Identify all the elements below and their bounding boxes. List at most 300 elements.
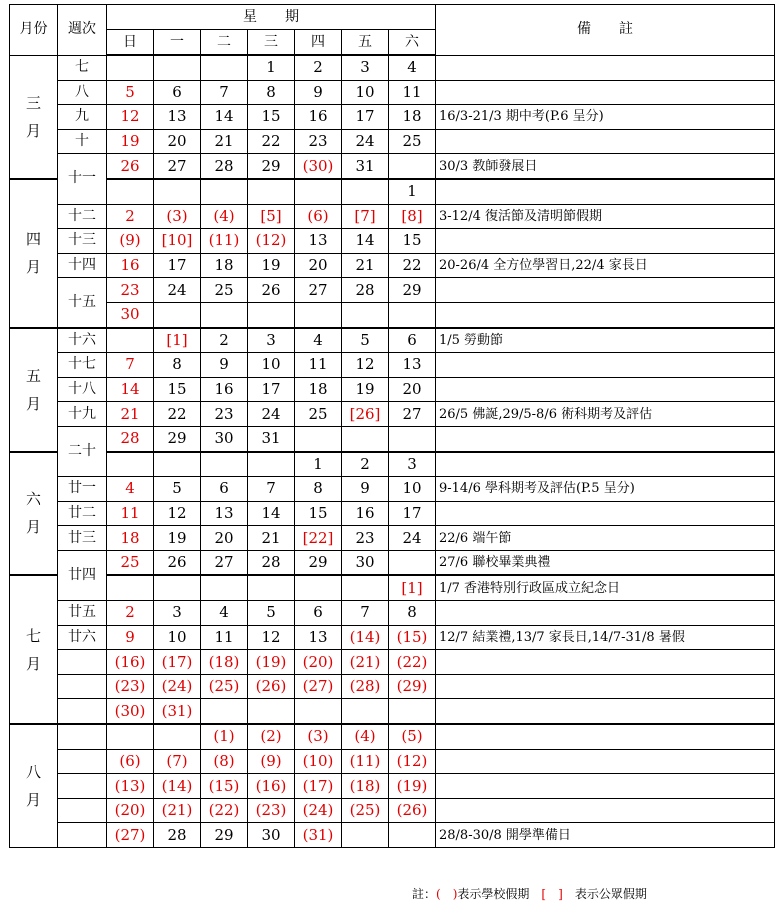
week-cell (58, 774, 107, 799)
date-cell: (16) (248, 774, 295, 799)
date-cell: 1 (389, 179, 436, 204)
date-cell: 21 (342, 253, 389, 278)
calendar-row (10, 501, 775, 526)
week-cell: 廿六 (58, 625, 107, 650)
remark-cell (436, 278, 775, 303)
remark-cell: 9-14/6 學科期考及評估(P.5 呈分) (436, 477, 775, 502)
week-cell: 十三 (58, 229, 107, 254)
date-cell: (20) (107, 798, 154, 823)
date-cell: 8 (295, 477, 342, 502)
date-cell: (25) (201, 674, 248, 699)
date-cell: 2 (107, 204, 154, 229)
calendar-row (10, 253, 775, 278)
date-cell: 14 (248, 501, 295, 526)
date-cell: 7 (107, 353, 154, 378)
remark-cell (436, 452, 775, 477)
date-cell: 23 (342, 526, 389, 551)
date-cell: (25) (342, 798, 389, 823)
calendar-row (10, 55, 775, 80)
date-cell: 14 (107, 377, 154, 402)
date-cell (389, 699, 436, 724)
date-cell (201, 699, 248, 724)
date-cell: (11) (342, 749, 389, 774)
date-cell: 25 (295, 402, 342, 427)
date-cell (248, 699, 295, 724)
remark-cell: 1/7 香港特別行政區成立紀念日 (436, 575, 775, 600)
date-cell: 12 (154, 501, 201, 526)
date-cell: 10 (248, 353, 295, 378)
date-cell: (23) (107, 674, 154, 699)
date-cell (248, 179, 295, 204)
date-cell: [10] (154, 229, 201, 254)
remark-cell (436, 774, 775, 799)
date-cell: (14) (154, 774, 201, 799)
remark-cell (436, 129, 775, 154)
date-cell: (13) (107, 774, 154, 799)
remark-cell (436, 377, 775, 402)
date-cell: (18) (201, 650, 248, 675)
date-cell: (5) (389, 724, 436, 749)
date-cell: 20 (389, 377, 436, 402)
school-calendar-table (9, 4, 775, 848)
date-cell (389, 302, 436, 327)
month-cell (10, 328, 58, 452)
calendar-row (10, 650, 775, 675)
date-cell: 16 (342, 501, 389, 526)
date-cell (107, 179, 154, 204)
date-cell: 22 (248, 129, 295, 154)
date-cell: (26) (389, 798, 436, 823)
remark-cell (436, 302, 775, 327)
date-cell: 15 (154, 377, 201, 402)
date-cell: 20 (295, 253, 342, 278)
date-cell: 14 (201, 105, 248, 130)
date-cell: (6) (107, 749, 154, 774)
date-cell: 13 (295, 625, 342, 650)
date-cell: (8) (201, 749, 248, 774)
week-cell: 二十 (58, 426, 107, 476)
date-cell: 21 (248, 526, 295, 551)
week-cell (58, 674, 107, 699)
date-cell: (3) (154, 204, 201, 229)
date-cell: 14 (342, 229, 389, 254)
date-cell: 26 (154, 550, 201, 575)
date-cell: 29 (154, 426, 201, 451)
date-cell: 7 (248, 477, 295, 502)
date-cell: (27) (295, 674, 342, 699)
remark-cell (436, 353, 775, 378)
date-cell: 20 (201, 526, 248, 551)
calendar-row (10, 105, 775, 130)
weekday-header: 六 (389, 30, 436, 56)
date-cell: 12 (248, 625, 295, 650)
date-cell: 16 (295, 105, 342, 130)
week-cell: 十八 (58, 377, 107, 402)
remark-cell (436, 699, 775, 724)
date-cell: 28 (248, 550, 295, 575)
date-cell: 7 (342, 601, 389, 626)
remark-cell (436, 426, 775, 451)
date-cell: 11 (107, 501, 154, 526)
remark-cell (436, 80, 775, 105)
date-cell: 26 (107, 154, 154, 179)
remark-cell: 22/6 端午節 (436, 526, 775, 551)
week-cell: 廿二 (58, 501, 107, 526)
date-cell: 3 (248, 328, 295, 353)
date-cell: [26] (342, 402, 389, 427)
date-cell (201, 55, 248, 80)
date-cell: (30) (295, 154, 342, 179)
date-cell: 18 (295, 377, 342, 402)
date-cell: 5 (248, 601, 295, 626)
date-cell (201, 575, 248, 600)
calendar-row (10, 625, 775, 650)
date-cell: 3 (154, 601, 201, 626)
remark-cell (436, 749, 775, 774)
week-cell: 八 (58, 80, 107, 105)
date-cell (342, 823, 389, 848)
calendar-row (10, 452, 775, 477)
remark-cell (436, 55, 775, 80)
date-cell: (2) (248, 724, 295, 749)
date-cell: (20) (295, 650, 342, 675)
school-holiday-symbol: ( ) (436, 887, 458, 901)
date-cell: (1) (201, 724, 248, 749)
date-cell: (9) (107, 229, 154, 254)
week-cell (58, 749, 107, 774)
week-cell: 九 (58, 105, 107, 130)
remark-cell (436, 501, 775, 526)
date-cell: 7 (201, 80, 248, 105)
month-cell (10, 179, 58, 328)
date-cell: (24) (295, 798, 342, 823)
weekday-header: 四 (295, 30, 342, 56)
date-cell (201, 302, 248, 327)
week-cell: 十五 (58, 278, 107, 328)
calendar-row (10, 601, 775, 626)
month-header: 月份 (10, 5, 58, 56)
date-cell (154, 302, 201, 327)
date-cell (248, 452, 295, 477)
date-cell: 2 (342, 452, 389, 477)
date-cell (154, 55, 201, 80)
date-cell: 21 (107, 402, 154, 427)
date-cell: 8 (389, 601, 436, 626)
legend-prefix: 註： (412, 887, 437, 901)
weekday-group-header: 星 期 (107, 5, 436, 30)
date-cell: 4 (201, 601, 248, 626)
month-label: 八月 (26, 763, 42, 810)
date-cell: 2 (107, 601, 154, 626)
date-cell: 6 (295, 601, 342, 626)
date-cell: 9 (107, 625, 154, 650)
weekday-header: 五 (342, 30, 389, 56)
date-cell: 29 (295, 550, 342, 575)
date-cell: 25 (389, 129, 436, 154)
calendar-row (10, 179, 775, 204)
week-cell: 十九 (58, 402, 107, 427)
date-cell (107, 452, 154, 477)
date-cell: (23) (248, 798, 295, 823)
week-cell: 十七 (58, 353, 107, 378)
date-cell: (26) (248, 674, 295, 699)
date-cell: 25 (201, 278, 248, 303)
date-cell: 28 (107, 426, 154, 451)
remark-cell (436, 179, 775, 204)
date-cell: (4) (201, 204, 248, 229)
date-cell: (12) (389, 749, 436, 774)
date-cell: (22) (201, 798, 248, 823)
date-cell: (22) (389, 650, 436, 675)
date-cell: [1] (389, 575, 436, 600)
date-cell: 31 (248, 426, 295, 451)
date-cell: 1 (248, 55, 295, 80)
date-cell: 9 (201, 353, 248, 378)
date-cell: (30) (107, 699, 154, 724)
week-cell: 廿四 (58, 550, 107, 600)
month-cell (10, 724, 58, 847)
date-cell (107, 724, 154, 749)
date-cell: (16) (107, 650, 154, 675)
date-cell (107, 328, 154, 353)
date-cell (201, 452, 248, 477)
date-cell: 19 (248, 253, 295, 278)
date-cell: 17 (248, 377, 295, 402)
remark-cell: 16/3-21/3 期中考(P.6 呈分) (436, 105, 775, 130)
date-cell: 28 (154, 823, 201, 848)
date-cell: (12) (248, 229, 295, 254)
date-cell: [8] (389, 204, 436, 229)
calendar-row (10, 774, 775, 799)
date-cell: 24 (154, 278, 201, 303)
date-cell: 5 (107, 80, 154, 105)
date-cell: 10 (389, 477, 436, 502)
calendar-row (10, 526, 775, 551)
remark-cell: 20-26/4 全方位學習日,22/4 家長日 (436, 253, 775, 278)
week-cell: 十一 (58, 154, 107, 204)
date-cell: (28) (342, 674, 389, 699)
date-cell (342, 575, 389, 600)
date-cell (342, 302, 389, 327)
date-cell: (21) (342, 650, 389, 675)
week-cell: 廿三 (58, 526, 107, 551)
month-label: 五月 (26, 366, 42, 413)
date-cell: (15) (201, 774, 248, 799)
date-cell: 13 (295, 229, 342, 254)
date-cell: [22] (295, 526, 342, 551)
date-cell: (6) (295, 204, 342, 229)
date-cell: (31) (295, 823, 342, 848)
remark-cell (436, 229, 775, 254)
calendar-row (10, 749, 775, 774)
calendar-row (10, 328, 775, 353)
date-cell: 22 (389, 253, 436, 278)
remark-cell (436, 601, 775, 626)
remarks-header: 備 註 (436, 5, 775, 56)
remark-cell (436, 650, 775, 675)
date-cell: [7] (342, 204, 389, 229)
date-cell: 17 (389, 501, 436, 526)
calendar-row (10, 229, 775, 254)
weekday-header: 三 (248, 30, 295, 56)
date-cell: 10 (154, 625, 201, 650)
week-cell (58, 798, 107, 823)
date-cell: (18) (342, 774, 389, 799)
date-cell: 28 (201, 154, 248, 179)
school-holiday-text: 表示學校假期 (457, 887, 530, 901)
date-cell: 17 (342, 105, 389, 130)
month-label: 六月 (26, 490, 42, 537)
date-cell: (31) (154, 699, 201, 724)
date-cell: 19 (107, 129, 154, 154)
calendar-row (10, 724, 775, 749)
remark-cell: 3-12/4 復活節及清明節假期 (436, 204, 775, 229)
date-cell: 25 (107, 550, 154, 575)
public-holiday-symbol: [ ] (541, 887, 563, 901)
date-cell: 27 (201, 550, 248, 575)
date-cell: (21) (154, 798, 201, 823)
date-cell: (17) (295, 774, 342, 799)
date-cell: 28 (342, 278, 389, 303)
week-cell (58, 823, 107, 848)
date-cell: 9 (295, 80, 342, 105)
date-cell: 8 (248, 80, 295, 105)
date-cell: 3 (342, 55, 389, 80)
date-cell (107, 55, 154, 80)
date-cell: 16 (107, 253, 154, 278)
week-cell (58, 724, 107, 749)
legend (412, 885, 647, 902)
date-cell: 8 (154, 353, 201, 378)
month-cell (10, 55, 58, 179)
calendar-row (10, 575, 775, 600)
date-cell: 4 (295, 328, 342, 353)
remark-cell: 1/5 勞動節 (436, 328, 775, 353)
date-cell: 29 (389, 278, 436, 303)
date-cell: (24) (154, 674, 201, 699)
date-cell: 27 (389, 402, 436, 427)
remark-cell: 26/5 佛誕,29/5-8/6 術科期考及評估 (436, 402, 775, 427)
date-cell: 9 (342, 477, 389, 502)
date-cell (295, 302, 342, 327)
date-cell: 24 (248, 402, 295, 427)
date-cell: [1] (154, 328, 201, 353)
week-cell: 廿五 (58, 601, 107, 626)
date-cell (295, 179, 342, 204)
date-cell: 29 (248, 154, 295, 179)
calendar-row (10, 278, 775, 303)
date-cell (389, 154, 436, 179)
date-cell: (19) (389, 774, 436, 799)
date-cell: (15) (389, 625, 436, 650)
week-cell: 七 (58, 55, 107, 80)
date-cell: 18 (389, 105, 436, 130)
date-cell: 30 (201, 426, 248, 451)
date-cell (342, 179, 389, 204)
weekday-header: 一 (154, 30, 201, 56)
date-cell: 26 (248, 278, 295, 303)
date-cell: (11) (201, 229, 248, 254)
date-cell: 11 (389, 80, 436, 105)
date-cell: 19 (342, 377, 389, 402)
date-cell: (4) (342, 724, 389, 749)
remark-cell (436, 724, 775, 749)
calendar-row (10, 798, 775, 823)
date-cell: 13 (201, 501, 248, 526)
date-cell: 30 (248, 823, 295, 848)
date-cell: 5 (342, 328, 389, 353)
date-cell: (3) (295, 724, 342, 749)
date-cell: 23 (201, 402, 248, 427)
calendar-row (10, 402, 775, 427)
date-cell: (29) (389, 674, 436, 699)
date-cell: 10 (342, 80, 389, 105)
calendar-row (10, 80, 775, 105)
date-cell: 15 (389, 229, 436, 254)
date-cell: (14) (342, 625, 389, 650)
week-cell: 十二 (58, 204, 107, 229)
calendar-row (10, 426, 775, 451)
date-cell: 11 (295, 353, 342, 378)
month-cell (10, 575, 58, 724)
date-cell (107, 575, 154, 600)
date-cell: 15 (248, 105, 295, 130)
date-cell: 6 (201, 477, 248, 502)
date-cell (154, 452, 201, 477)
calendar-row (10, 823, 775, 848)
public-holiday-text: 表示公眾假期 (574, 887, 647, 901)
date-cell: (27) (107, 823, 154, 848)
date-cell (201, 179, 248, 204)
remark-cell: 30/3 教師發展日 (436, 154, 775, 179)
week-cell (58, 699, 107, 724)
date-cell (342, 699, 389, 724)
date-cell: 13 (154, 105, 201, 130)
remark-cell: 28/8-30/8 開學準備日 (436, 823, 775, 848)
calendar-row (10, 674, 775, 699)
week-cell: 廿一 (58, 477, 107, 502)
date-cell: 4 (107, 477, 154, 502)
remark-cell (436, 674, 775, 699)
date-cell: 17 (154, 253, 201, 278)
date-cell: 2 (201, 328, 248, 353)
date-cell: 23 (295, 129, 342, 154)
date-cell: [5] (248, 204, 295, 229)
weekday-header: 日 (107, 30, 154, 56)
date-cell: (19) (248, 650, 295, 675)
weekday-header: 二 (201, 30, 248, 56)
calendar-row (10, 550, 775, 575)
week-cell (58, 650, 107, 675)
date-cell: 31 (342, 154, 389, 179)
remark-cell: 12/7 結業禮,13/7 家長日,14/7-31/8 暑假 (436, 625, 775, 650)
date-cell: 18 (107, 526, 154, 551)
date-cell: 6 (389, 328, 436, 353)
calendar-row (10, 129, 775, 154)
date-cell (389, 426, 436, 451)
date-cell (154, 179, 201, 204)
week-header: 週次 (58, 5, 107, 56)
date-cell: 23 (107, 278, 154, 303)
date-cell: 20 (154, 129, 201, 154)
date-cell: 16 (201, 377, 248, 402)
calendar-row (10, 377, 775, 402)
date-cell (295, 426, 342, 451)
date-cell: 29 (201, 823, 248, 848)
month-cell (10, 452, 58, 576)
calendar-row (10, 699, 775, 724)
date-cell (342, 426, 389, 451)
